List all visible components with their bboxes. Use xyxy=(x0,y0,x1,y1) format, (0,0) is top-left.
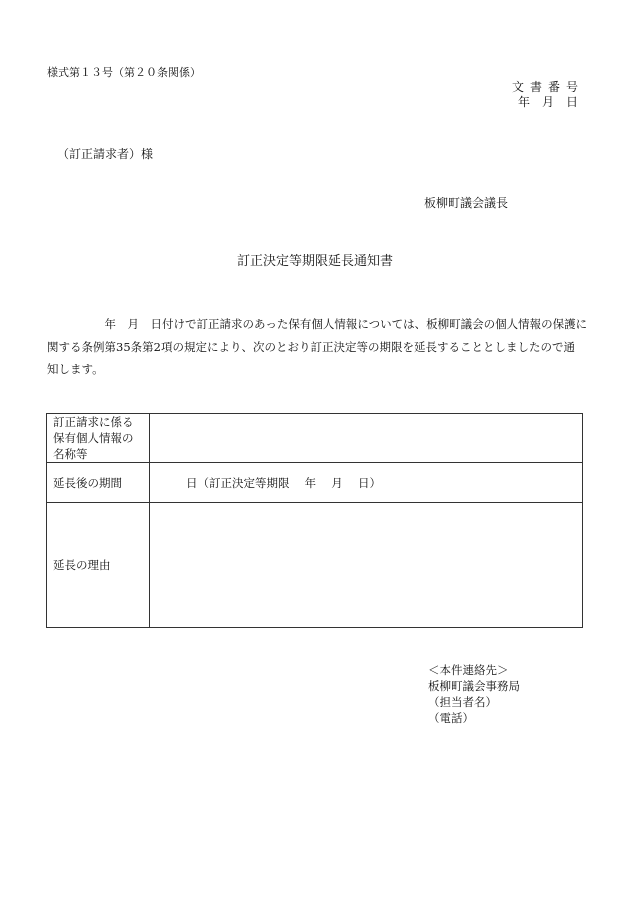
personal-info-name-label: 訂正請求に係る保有個人情報の名称等 xyxy=(47,414,150,463)
body-line: 年 月 日付けで訂正請求のあった保有個人情報については、板柳町議会の個人情報の保護に xyxy=(47,317,588,331)
table-row xyxy=(47,414,583,463)
contact-heading: ＜本件連絡先＞ xyxy=(428,663,509,677)
extension-reason-label: 延長の理由 xyxy=(47,503,150,628)
table-row xyxy=(47,463,583,503)
table-row xyxy=(47,503,583,628)
extension-reason-value xyxy=(150,503,583,628)
form-number: 様式第１３号（第２０条関係） xyxy=(47,66,201,79)
addressee: （訂正請求者）様 xyxy=(57,147,154,161)
contact-office: 板柳町議会事務局 xyxy=(428,679,520,693)
date-line: 年 月 日 xyxy=(517,95,578,109)
extended-period-value: 日（訂正決定等期限 年 月 日） xyxy=(150,463,583,503)
sender: 板柳町議会議長 xyxy=(424,196,509,210)
contact-block xyxy=(428,662,520,726)
contact-person: （担当者名） xyxy=(428,695,497,709)
body-paragraph xyxy=(47,313,587,381)
body-line: 知します。 xyxy=(47,362,104,376)
contact-phone: （電話） xyxy=(428,711,474,725)
extended-period-label: 延長後の期間 xyxy=(47,463,150,503)
personal-info-name-value xyxy=(150,414,583,463)
body-line: 関する条例第35条第2項の規定により、次のとおり訂正決定等の期限を延長することとしましたので通 xyxy=(47,339,575,354)
document-number-and-date xyxy=(512,80,578,110)
extension-info-table xyxy=(46,413,583,628)
document-title: 訂正決定等期限延長通知書 xyxy=(236,254,393,269)
document-number-label: 文 書 番 号 xyxy=(511,80,578,94)
